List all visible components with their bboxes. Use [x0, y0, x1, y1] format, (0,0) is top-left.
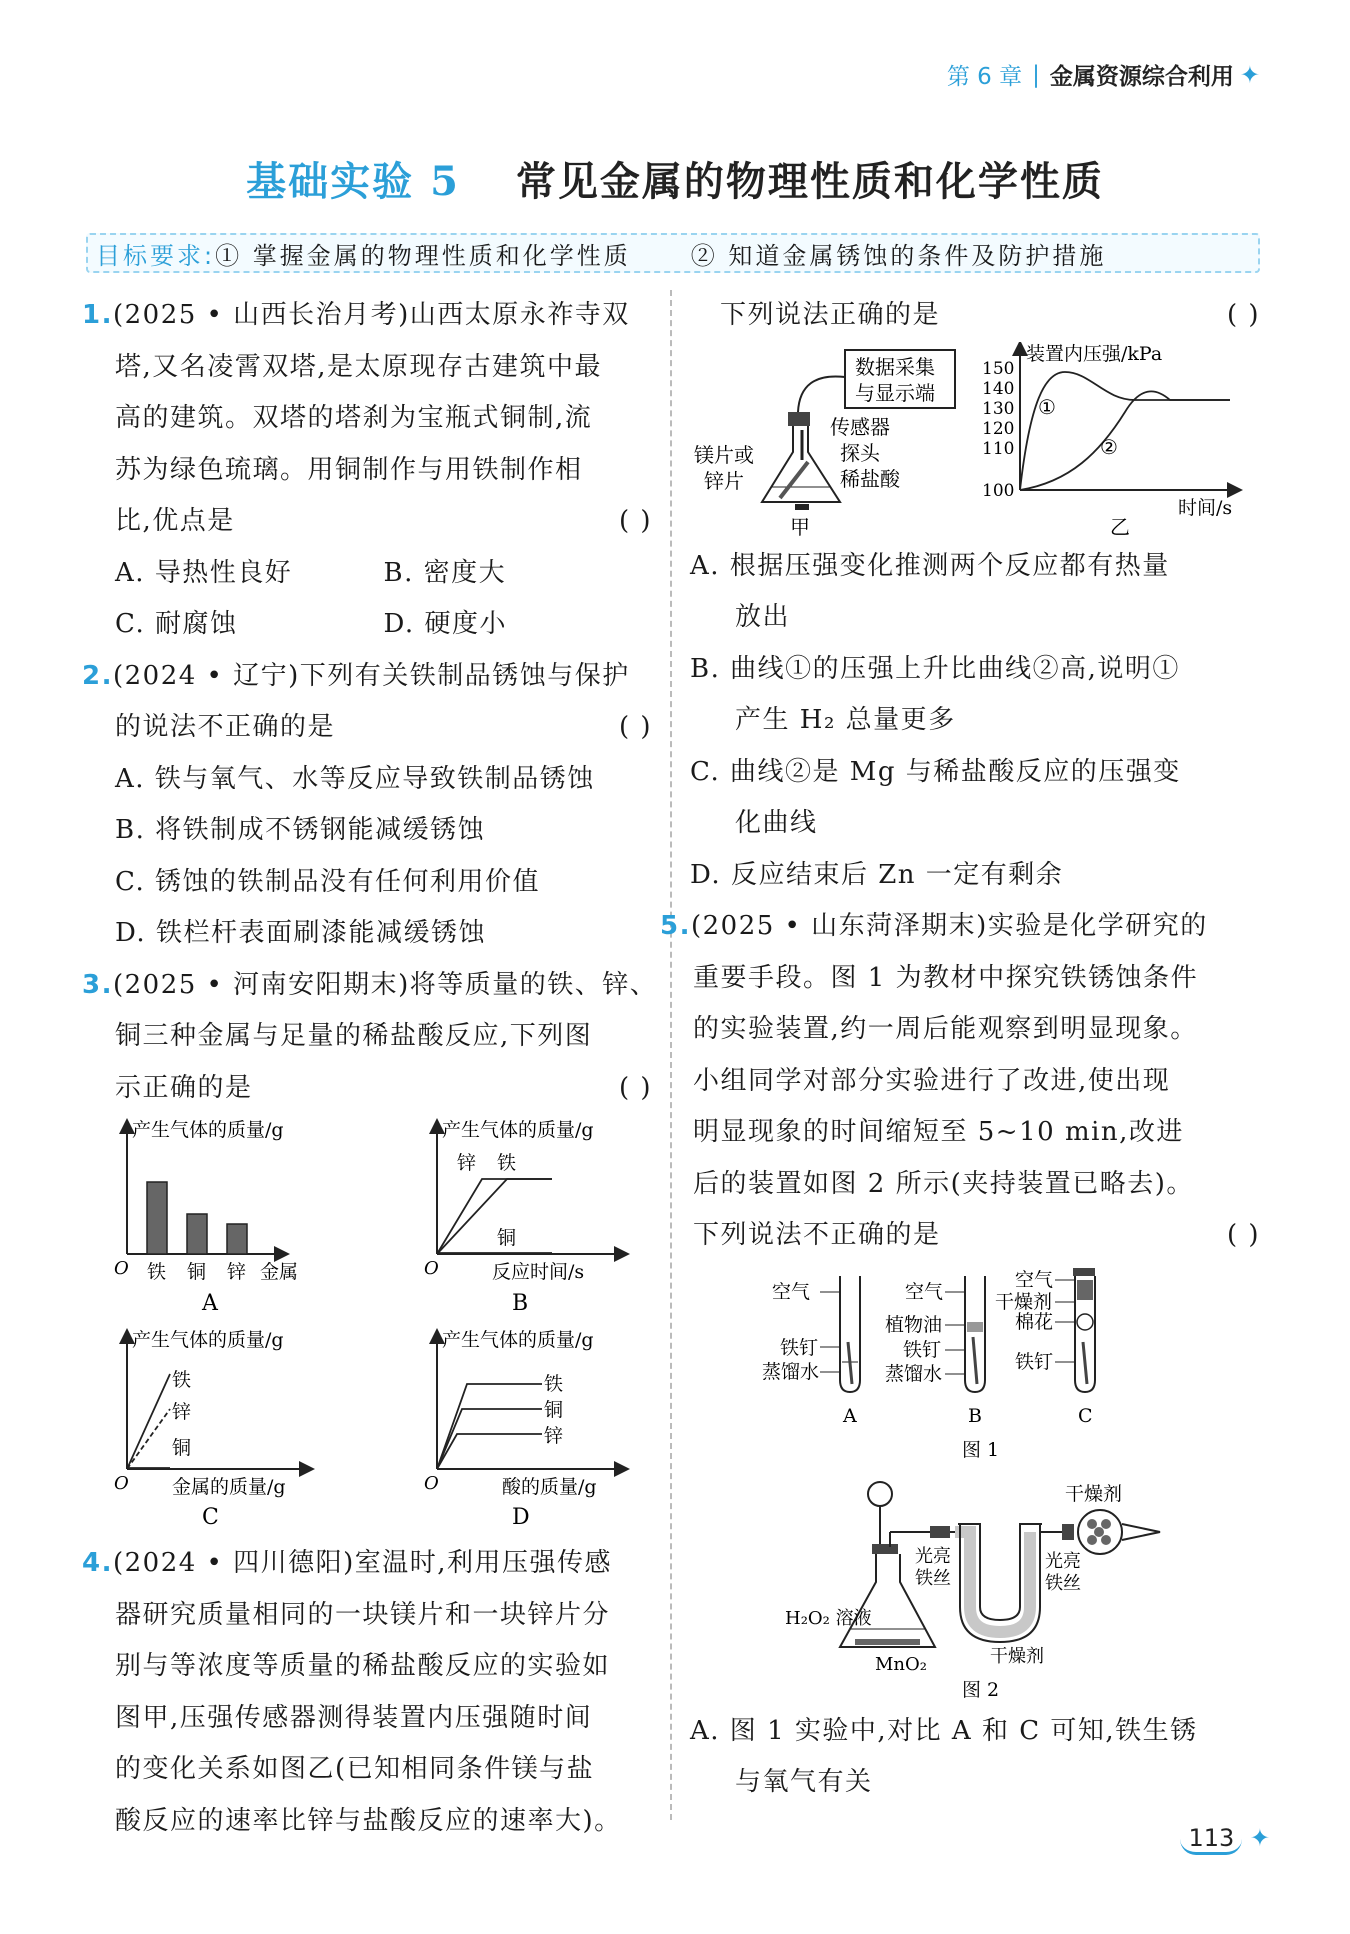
label-acid: 稀盐酸 — [840, 466, 900, 491]
figure-jia — [694, 350, 955, 537]
goal-label: 目标要求: — [96, 241, 216, 270]
axis-label: 产生气体的质量/g — [132, 1119, 284, 1141]
answer-blank: ( ) — [1226, 300, 1260, 330]
u-tube — [955, 1532, 1030, 1632]
question-line: (2025 • 山西长治月考)山西太原永祚寺双 — [112, 300, 630, 330]
axis-label: 产生气体的质量/g — [442, 1329, 594, 1351]
option-d: D. 硬度小 — [383, 609, 507, 639]
label-air: 空气 — [772, 1280, 811, 1303]
question-line: 下列说法正确的是 — [720, 300, 941, 330]
graph-caption: A — [202, 1291, 218, 1316]
question-line: 明显现象的时间缩短至 5~10 min,改进 — [693, 1117, 1184, 1147]
nail-c — [1083, 1342, 1087, 1384]
zinc-line — [437, 1179, 552, 1254]
question-line: 酸反应的速率比锌与盐酸反应的速率大)。 — [115, 1805, 622, 1836]
axis-label: 产生气体的质量/g — [132, 1329, 284, 1351]
question-line: 小组同学对部分实验进行了改进,使出现 — [693, 1065, 1171, 1096]
question-line: (2024 • 四川德阳)室温时,利用压强传感 — [112, 1548, 613, 1578]
question-number: 4. — [82, 1548, 113, 1578]
iron-line — [437, 1179, 552, 1254]
question-line: 比,优点是 — [115, 506, 235, 536]
oil-layer — [967, 1322, 983, 1332]
left-column — [82, 290, 658, 1847]
question-5 — [660, 901, 1260, 1262]
answer-blank: ( ) — [618, 506, 652, 536]
figure-caption: 图 1 — [962, 1438, 1000, 1461]
axis-label: 金属 — [260, 1261, 299, 1283]
question-line: 的实验装置,约一周后能观察到明显现象。 — [693, 1014, 1198, 1044]
tick-label: 锌 — [227, 1261, 247, 1283]
graph-d — [424, 1329, 622, 1530]
tube-label: C — [1078, 1404, 1093, 1427]
tube-label: B — [968, 1404, 982, 1427]
axis-label: 时间/s — [1178, 496, 1233, 519]
question-4-options — [690, 541, 1260, 902]
flask-base — [795, 504, 809, 510]
question-line: 下列说法不正确的是 — [693, 1220, 941, 1250]
question-line: (2024 • 辽宁)下列有关铁制品锈蚀与保护 — [112, 660, 630, 691]
question-5-options — [690, 1706, 1260, 1809]
line-label: 铁 — [544, 1373, 564, 1395]
option-d: D. 反应结束后 Zn 一定有剩余 — [690, 859, 1064, 890]
label-wire: 铁丝 — [915, 1567, 951, 1589]
iron-line — [127, 1374, 170, 1469]
line-label: 锌 — [457, 1152, 477, 1174]
label-nail: 铁钉 — [1015, 1350, 1054, 1373]
sparkle-icon: ✦ — [1239, 60, 1260, 89]
axis-label: 装置内压强/kPa — [1026, 342, 1163, 365]
label-nail: 铁钉 — [780, 1336, 819, 1359]
stopper — [788, 412, 810, 426]
curve-label-1: ① — [1038, 394, 1056, 419]
sensor-cable — [798, 376, 845, 412]
mno2 — [855, 1639, 920, 1645]
label-dry: 干燥剂 — [990, 1645, 1044, 1667]
question-1 — [82, 290, 652, 651]
box-label: 与显示端 — [855, 380, 935, 405]
option-c: C. 曲线②是 Mg 与稀盐酸反应的压强变 — [690, 756, 1181, 787]
option-b: B. 曲线①的压强上升比曲线②高,说明① — [690, 653, 1180, 684]
nail-a — [848, 1342, 852, 1384]
question-line: 图甲,压强传感器测得装置内压强随时间 — [115, 1702, 593, 1733]
tube-label: A — [843, 1404, 857, 1427]
question-line: 的说法不正确的是 — [115, 712, 336, 742]
tick-label: 铁 — [147, 1261, 167, 1283]
option-a-cont: 放出 — [735, 602, 791, 632]
experiment-title: 常见金属的物理性质和化学性质 — [515, 158, 1104, 205]
option-a: A. 图 1 实验中,对比 A 和 C 可知,铁生锈 — [690, 1715, 1198, 1746]
option-d: D. 铁栏杆表面刷漆能减缓锈蚀 — [115, 918, 486, 948]
figure-2 — [785, 1482, 1160, 1701]
zinc-line — [127, 1409, 170, 1469]
chapter-number: 第 6 章 — [946, 64, 1023, 90]
label-metal: 锌片 — [704, 468, 744, 493]
label-nail: 铁钉 — [903, 1338, 942, 1361]
figure-caption: 乙 — [1110, 514, 1130, 537]
bar-iron — [147, 1182, 167, 1254]
question-3 — [82, 960, 658, 1115]
graph-b — [424, 1119, 622, 1316]
question-line: 高的建筑。双塔的塔刹为宝瓶式铜制,流 — [115, 403, 593, 433]
tick-label: 110 — [982, 438, 1015, 459]
nail-b — [973, 1337, 977, 1384]
tick-label: 120 — [982, 418, 1015, 439]
graph-caption: C — [202, 1505, 219, 1530]
label-cotton: 棉花 — [1015, 1310, 1054, 1333]
label-metal: 镁片或 — [694, 442, 754, 467]
question-line: 重要手段。图 1 为教材中探究铁锈蚀条件 — [693, 962, 1199, 993]
goal-box — [86, 233, 1260, 273]
question-number: 1. — [82, 300, 113, 330]
label-water: 蒸馏水 — [885, 1362, 943, 1385]
option-c-cont: 化曲线 — [735, 808, 818, 838]
goal-item-2: ② 知道金属锈蚀的条件及防护措施 — [690, 241, 1107, 270]
label-h2o2: H₂O₂ 溶液 — [785, 1607, 872, 1629]
line-label: 铜 — [544, 1399, 564, 1421]
option-a: A. 铁与氧气、水等反应导致铁制品锈蚀 — [115, 763, 595, 794]
box-label: 数据采集 — [855, 354, 935, 379]
desiccant — [1077, 1280, 1093, 1300]
answer-blank: ( ) — [1226, 1220, 1260, 1250]
origin-label: O — [114, 1258, 129, 1279]
axis-label: 金属的质量/g — [172, 1476, 286, 1498]
answer-blank: ( ) — [618, 712, 652, 742]
origin-label: O — [424, 1258, 439, 1279]
page-footer — [1180, 1824, 1270, 1852]
page-title — [0, 150, 1350, 207]
tick-label: 150 — [982, 358, 1015, 379]
line-label: 铜 — [172, 1437, 192, 1459]
figure-yi — [982, 343, 1235, 537]
label-wire: 铁丝 — [1045, 1572, 1081, 1594]
experiment-number: 基础实验 5 — [246, 158, 460, 205]
label-oil: 植物油 — [885, 1313, 943, 1336]
tick-label: 130 — [982, 398, 1015, 419]
answer-blank: ( ) — [618, 1072, 652, 1103]
question-line: 的变化关系如图乙(已知相同条件镁与盐 — [115, 1754, 595, 1784]
right-column — [660, 290, 1260, 1809]
option-c: C. 耐腐蚀 — [115, 609, 238, 639]
question-line: 器研究质量相同的一块镁片和一块锌片分 — [115, 1599, 611, 1630]
question-line: (2025 • 山东菏泽期末)实验是化学研究的 — [690, 911, 1208, 941]
question-line: 别与等浓度等质量的稀盐酸反应的实验如 — [115, 1651, 611, 1681]
question-line: 塔,又名凌霄双塔,是太原现存古建筑中最 — [115, 351, 603, 382]
sparkle-icon: ✦ — [1249, 1824, 1270, 1852]
label-probe: 探头 — [840, 440, 880, 465]
graph-caption: B — [512, 1291, 529, 1316]
line-label: 铜 — [497, 1227, 517, 1249]
copper-line — [437, 1409, 542, 1469]
tick-label: 100 — [982, 480, 1015, 501]
option-a: A. 根据压强变化推测两个反应都有热量 — [690, 550, 1170, 581]
question-4 — [82, 1538, 652, 1847]
option-a-cont: 与氧气有关 — [735, 1767, 873, 1797]
option-b: B. 密度大 — [383, 557, 507, 588]
question-line: (2025 • 河南安阳期末)将等质量的铁、锌、 — [112, 969, 658, 1000]
line-label: 铁 — [497, 1152, 517, 1174]
figure-1 — [762, 1268, 1095, 1461]
curve-1 — [1020, 372, 1230, 490]
option-c: C. 锈蚀的铁制品没有任何利用价值 — [115, 866, 540, 897]
graph-a — [114, 1119, 298, 1316]
chapter-header — [947, 58, 1260, 91]
label-wire: 光亮 — [1045, 1550, 1081, 1572]
label-water: 蒸馏水 — [762, 1360, 820, 1383]
label-sensor: 传感器 — [830, 414, 890, 439]
question-line: 后的装置如图 2 所示(夹持装置已略去)。 — [693, 1168, 1194, 1199]
figure-caption: 图 2 — [962, 1678, 1000, 1701]
label-air: 空气 — [905, 1280, 944, 1303]
label-wire: 光亮 — [915, 1545, 951, 1567]
stopper — [872, 1544, 898, 1554]
line-label: 锌 — [544, 1425, 564, 1447]
origin-label: O — [424, 1473, 439, 1494]
graph-c — [114, 1329, 307, 1530]
axis-label: 反应时间/s — [492, 1261, 585, 1283]
curve-label-2: ② — [1100, 434, 1118, 459]
funnel-bulb — [868, 1482, 892, 1506]
chapter-title: 金属资源综合利用 — [1049, 64, 1234, 90]
graph-caption: D — [512, 1505, 530, 1530]
question-4-continued — [690, 290, 1260, 342]
label-dry: 干燥剂 — [1065, 1482, 1123, 1505]
bar-zinc — [227, 1224, 247, 1254]
axis-label: 酸的质量/g — [502, 1476, 597, 1498]
q5-figures — [690, 1262, 1260, 1702]
zinc-line — [437, 1434, 542, 1469]
tick-label: 140 — [982, 378, 1015, 399]
question-number: 2. — [82, 660, 113, 691]
figure-caption: 甲 — [790, 514, 810, 537]
question-number: 5. — [660, 911, 691, 941]
option-a: A. 导热性良好 — [115, 557, 293, 588]
origin-label: O — [114, 1473, 129, 1494]
label-mno2: MnO₂ — [875, 1653, 927, 1675]
tick-label: 铜 — [187, 1261, 207, 1283]
question-line: 苏为绿色琉璃。用铜制作与用铁制作相 — [115, 454, 583, 485]
iron-line — [437, 1384, 542, 1469]
option-b-cont: 产生 H₂ 总量更多 — [735, 705, 956, 735]
axis-label: 产生气体的质量/g — [442, 1119, 594, 1141]
q3-graphs — [82, 1114, 652, 1534]
line-label: 锌 — [172, 1401, 192, 1423]
question-line: 铜三种金属与足量的稀盐酸反应,下列图 — [115, 1021, 593, 1051]
line-label: 铁 — [172, 1369, 192, 1391]
label-dry: 干燥剂 — [995, 1290, 1053, 1313]
option-b: B. 将铁制成不锈钢能减缓锈蚀 — [115, 815, 486, 845]
stopper-c — [1073, 1268, 1095, 1276]
q4-figures — [690, 342, 1260, 537]
cotton — [1077, 1314, 1093, 1330]
label-air: 空气 — [1015, 1268, 1054, 1291]
goal-item-1: ① 掌握金属的物理性质和化学性质 — [215, 241, 631, 270]
page-number: 113 — [1180, 1824, 1242, 1855]
bar-copper — [187, 1214, 207, 1254]
question-number: 3. — [82, 969, 113, 1000]
question-line: 示正确的是 — [115, 1072, 253, 1103]
header-separator: | — [1032, 61, 1040, 88]
question-2 — [82, 651, 652, 960]
